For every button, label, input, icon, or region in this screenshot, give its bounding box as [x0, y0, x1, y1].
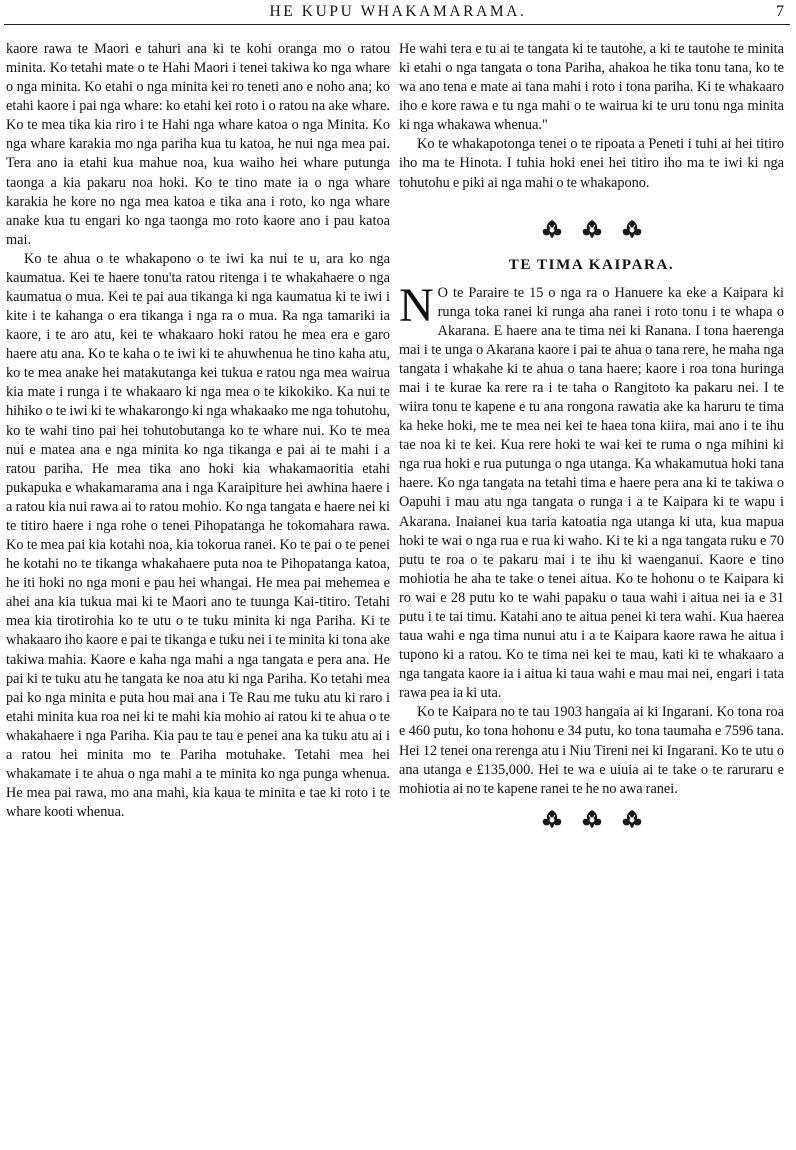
paragraph: He wahi tera e tu ai te tangata ki te tautohe, a ki te tautohe te minita ki etahi o nga tangata o tona Pariha, ahakoa he tika tonu tana, ko te wa ano tena e mate ai tana mahi i roto i tona pariha. Ki te whakaaro iho e kore rawa e tu nga mahi o te wairua ki te uru tonu nga minita ki nga whakawa whenua." [399, 41, 784, 134]
fleuron-icon [541, 219, 563, 239]
fleuron-icon [621, 219, 643, 239]
page-header [0, 0, 796, 26]
page-number: 7 [776, 3, 784, 20]
paragraph: Ko te whakapotonga tenei o te ripoata a Peneti i tuhi ai hei titiro iho ma te Hinota. I tuhia hoki enei hei titiro iho ma te iwi ki nga tohutohu e piki ai nga mahi o te whakapono. [399, 136, 784, 191]
fleuron-icon [621, 809, 643, 829]
right-column [399, 40, 784, 829]
fleuron-icon [581, 219, 603, 239]
fleuron-icon [581, 809, 603, 829]
drop-cap: N [399, 278, 434, 332]
paragraph: O te Paraire te 15 o nga ra o Hanuere ka eke a Kaipara ki runga toka ranei ki runga aha ranei i roto tonu i te whapa o Akarana. E haere ana te tima nei ki Ranana. I tona haerenga mai i te unga o Akarana kaore i pai te ahua o tana rere, he maha nga tangata i whakahe ki te ahua o tana haere; kaore i roa tona huringa mai i te kurae ka rere ra i te taha o Rangitoto ka pakaru nei. I te wiira tonu te kapene e tu ana rongona rawatia ake ka haruru te tima ka heke hoki, me te mea nei kei te haea tona kiira, mai ano i te ihu tae noa ki te kei. Kua rere hoki te wai kei te ruma o nga mihini ki nga rua hoki e rua putunga o nga utanga. Ka whakamutua hoki tana haere. Ko nga tangata na tetahi tima e haere pera ana ki te takiwa o Oapuhi i mau atu nga tangata o runga i a te Kaipara ki te wapu i Akarana. Inaianei kua taria katoatia nga utanga ki uta, kua mapua hoki te wai o nga rua e rua ki waho. Ki te ki a nga tangata ruku e 70 putu te roa o te pakaru mai i te ihu ki waenganui. Kaore e tino mohiotia he aha te take o tenei aitua. Ko te hohonu o te Kaipara ki ro wai e 28 putu ko te wahi papaku o taua wahi i aitua nei ia e 31 putu i te tai timu. Katahi ano te aitua penei ki tera wahi. Kua haerea taua wahi e nga tima nunui atu i a te Kaipara kaore rawa he aitua i tupono ki a ratou. Ko te tima nei kei te mau, kati ki te whakaaro a nga tangata kaore ia i aitua ki taua wahi e mau mai nei, engari i tata rawa pea ia ki uta. [399, 284, 784, 702]
left-column [6, 40, 390, 822]
section-title: TE TIMA KAIPARA. [508, 256, 675, 273]
paragraph: Ko te ahua o te whakapono o te iwi ka nui te u, ara ko nga kaumatua. Kei te haere tonu'ta ratou ritenga i te whakahaere o nga kaumatua o mua. Kei te pai aua tikanga ki nga kaumatua ki te iwi i kite i te kahanga o era tikanga i nga ra o mua. Ra nga tamariki ia kaore, i te aro atu, kei te whakaaro hoki ratou he mea era e garo haere atu ana. Ko te kaha o te iwi ki te ahuwhenua he tino kaha atu, ko te mea anake hei matakutanga kei tukua e ratou nga mea wairua kia mate i runga i te whakaaro ki nga mea o te kikokiko. Ka nui te hihiko o te iwi ki te whakarongo ki nga whakaako me nga tohutohu, ko te wahi tino pai hei tohutobutanga ko te whare nui. Ko te mea nui e matea ana e nga minita ko nga tikanga e pai ai te mahi i a ratou pariha. He mea tika ano hoki kia whakamaoritia etahi pukapuka e whakamarama ana i nga Karaipiture hei awhina haere i a ratou kia nui rawa ai to ratou mohio. Ko nga tangata e haere nei ki te titiro haere i nga rohe o tenei Pihopatanga he tokomahara rawa. Ko te mea pai kia kotahi noa, kia tokorua ranei. Ko te pai o te penei he kotahi no te tikanga whakahaere puta noa te Pihopatanga katoa, he iti hoki no nga moni e pau hei whangai. He mea pai mehemea e ahei ana kia tukua mai ki te Maori ano te tuunga Kai-titiro. Tetahi mea kia tirotirohia ko te utu o te tuku minita ki nga Pariha. Ki te whakaaro iho kaore e pai te tikanga e tuku nei i te minita ki tona ake takiwa mahia. Kaore e kaha nga mahi a nga tangata e pera ana. He pai ki te tuku atu he tangata ke noa atu ki nga Pariha. Ko tetahi mea pai ko nga minita e puta hou mai ana i Te Rau me tuku atu ki raro i etahi minita kua roa nei ki te mahi kia mohio ai ratou ki te ahua o te whakahaere i nga Pariha. Kia pau te tau e penei ana ka tuku atu ai i a ratou hei minita mo te Pariha motuhake. Tetahi mea hei whakamate i te ahua o nga mahi a te minita ko nga punga whenua. He mea pai rawa, mo ana mahi, kia kaua te minita e tae ki roto i te whare kooti whenua. [6, 250, 390, 821]
article-body [399, 278, 784, 704]
ornament-row [399, 809, 784, 829]
paragraph: Ko te Kaipara no te tau 1903 hangaia ai ki Ingarani. Ko tona roa e 460 putu, ko tona hohonu e 34 putu, ko tona taumaha e 7596 tana. Hei 12 tenei ona rerenga atu i Niu Tireni nei ki Ingarani. Ko te utu o ana utanga e £135,000. Hei te wa e uiuia ai te take o te raruraru e mohiotia ai no te kapene ranei te he no awa ranei. [399, 704, 784, 797]
running-title: HE KUPU WHAKAMARAMA. [269, 3, 527, 20]
header-rule [4, 24, 790, 25]
ornament-row [399, 219, 784, 239]
fleuron-icon [541, 809, 563, 829]
paragraph: kaore rawa te Maori e tahuri ana ki te kohi oranga mo o ratou minita. Ko tetahi mate o te Hahi Maori i tenei takiwa ko nga whare o nga minita. Ko etahi o nga minita kei ro teneti ano e noho ana; ko etahi kaore i pai nga whare: ko etahi kei roto i o ratou na ake whare. Ko te mea tika kia riro i te Hahi nga whare katoa o nga Minita. Ko nga whare karakia mo nga pariha kua tu katoa, he nui nga mea pai. Tera ano ia etahi kua mahue noa, kua waiho hei whare putunga taonga a kia pakaru noa hoki. Ko te tino mate ia o nga whare karakia he kore no nga mea katoa e tika ana i roto, ko nga whare anake kua tu engari ko nga taonga mo roto kaore ano i pau katoa mai. [6, 41, 390, 248]
